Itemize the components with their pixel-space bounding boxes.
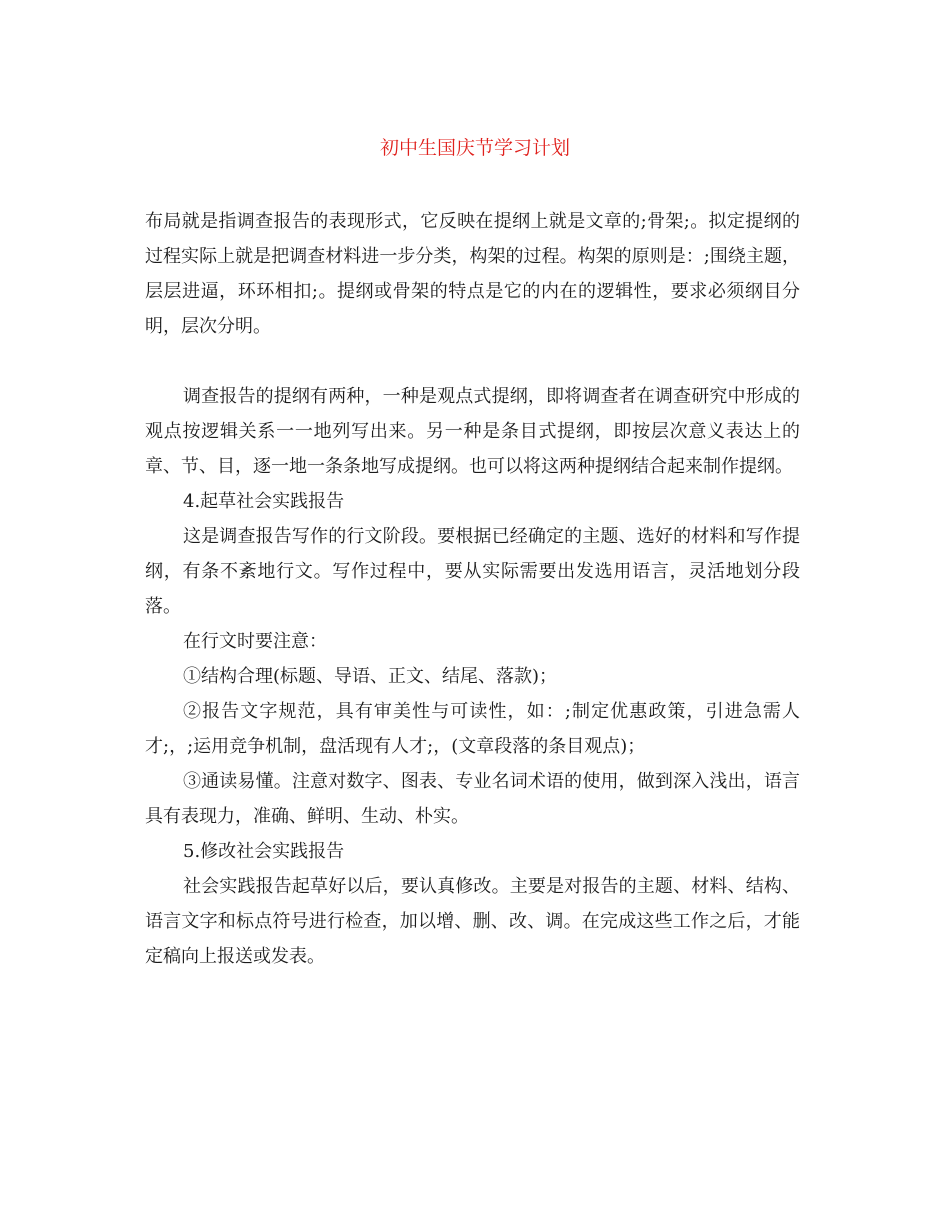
paragraph-revise: 社会实践报告起草好以后，要认真修改。主要是对报告的主题、材料、结构、语言文字和标点符号进行检查，加以增、删、改、调。在完成这些工作之后，才能定稿向上报送或发表。 — [145, 876, 800, 967]
list-item-wording: ②报告文字规范，具有审美性与可读性，如：;制定优惠政策，引进急需人才;，;运用竞争机制，盘活现有人才;，(文章段落的条目观点)； — [145, 701, 800, 757]
document-body — [145, 204, 800, 974]
paragraph-outline-types: 调查报告的提纲有两种，一种是观点式提纲，即将调查者在调查研究中形成的观点按逻辑关系一一地列写出来。另一种是条目式提纲，即按层次意义表达上的章、节、目，逐一地一条条地写成提纲。也可以将这两种提纲结合起来制作提纲。 — [145, 386, 800, 477]
section-heading-revise: 5.修改社会实践报告 — [183, 841, 345, 862]
page-title: 初中生国庆节学习计划 — [379, 137, 570, 159]
section-heading-draft: 4.起草社会实践报告 — [183, 491, 345, 512]
paragraph-draft-stage: 这是调查报告写作的行文阶段。要根据已经确定的主题、选好的材料和写作提纲，有条不紊地行文。写作过程中，要从实际需要出发选用语言，灵活地划分段落。 — [145, 526, 800, 617]
paragraph-layout: 布局就是指调查报告的表现形式，它反映在提纲上就是文章的;骨架;。拟定提纲的过程实际上就是把调查材料进一步分类，构架的过程。构架的原则是：;围绕主题，层层进逼，环环相扣;。提纲或骨架的特点是它的内在的逻辑性，要求必须纲目分明，层次分明。 — [145, 211, 800, 337]
list-item-structure: ①结构合理(标题、导语、正文、结尾、落款)； — [183, 666, 558, 687]
paragraph-notes-intro: 在行文时要注意： — [183, 631, 327, 652]
list-item-readability: ③通读易懂。注意对数字、图表、专业名词术语的使用，做到深入浅出，语言具有表现力，准确、鲜明、生动、朴实。 — [145, 771, 800, 827]
